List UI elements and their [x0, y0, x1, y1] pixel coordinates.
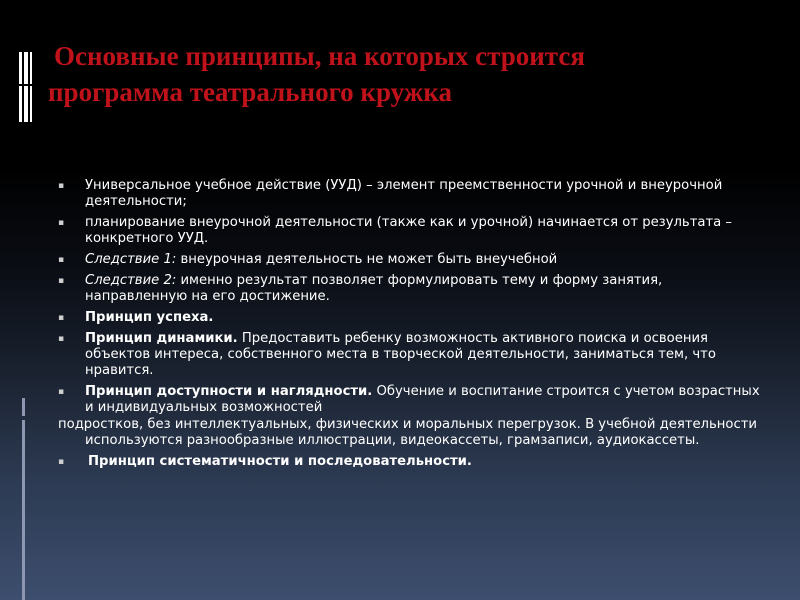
bullet-icon: ▪: [58, 218, 65, 228]
item-lead: Принцип систематичности и последовательности.: [88, 454, 472, 469]
item-text: Универсальное учебное действие (УУД) – элемент преемственности урочной и внеурочной деятельности;: [85, 178, 723, 209]
item-lead: Следствие 2:: [85, 273, 177, 288]
list-item: [58, 252, 768, 268]
bullet-icon: ▪: [58, 457, 65, 467]
bullet-icon: ▪: [58, 255, 65, 265]
bullet-icon: ▪: [58, 181, 65, 191]
list-item: [58, 331, 768, 379]
item-text: подростков, без интеллектуальных, физических и моральных перегрузок. В учебной деятельности используются разнообразные иллюстрации, видеокассеты, грамзаписи, аудиокассеты.: [58, 417, 757, 448]
item-text: Предоставить ребенку возможность активного поиска и освоения объектов интереса, собственного места в творческой деятельности, заниматься тем, что нравится.: [85, 331, 716, 378]
title-line-1: Основные принципы, на которых строится: [54, 41, 585, 71]
list-item: [58, 384, 768, 416]
item-text: внеурочная деятельность не может быть внеучебной: [176, 252, 558, 267]
bullet-list: [58, 178, 768, 475]
bullet-icon: ▪: [58, 313, 65, 323]
item-lead: Принцип динамики.: [85, 331, 238, 346]
slide-title: [48, 38, 742, 110]
list-item: [58, 273, 768, 305]
list-item: [58, 215, 768, 247]
item-lead: Следствие 1:: [85, 252, 177, 267]
bullet-icon: ▪: [58, 276, 65, 286]
item-text: Обучение и воспитание строится с учетом возрастных и индивидуальных возможностей: [85, 384, 760, 415]
item-text: планирование внеурочной деятельности (также как и урочной) начинается от результата – конкретного УУД.: [85, 215, 733, 246]
bullet-icon: ▪: [58, 387, 65, 397]
title-line-2: программа театрального кружка: [48, 77, 452, 107]
list-item: [58, 178, 768, 210]
bullet-icon: ▪: [58, 334, 65, 344]
list-item: [58, 310, 768, 326]
item-lead: Принцип успеха.: [85, 310, 214, 325]
item-text: именно результат позволяет формулировать тему и форму занятия, направленную на его достижение.: [85, 273, 663, 304]
list-item: [58, 417, 768, 449]
list-item: [58, 454, 768, 470]
item-lead: Принцип доступности и наглядности.: [85, 384, 373, 399]
